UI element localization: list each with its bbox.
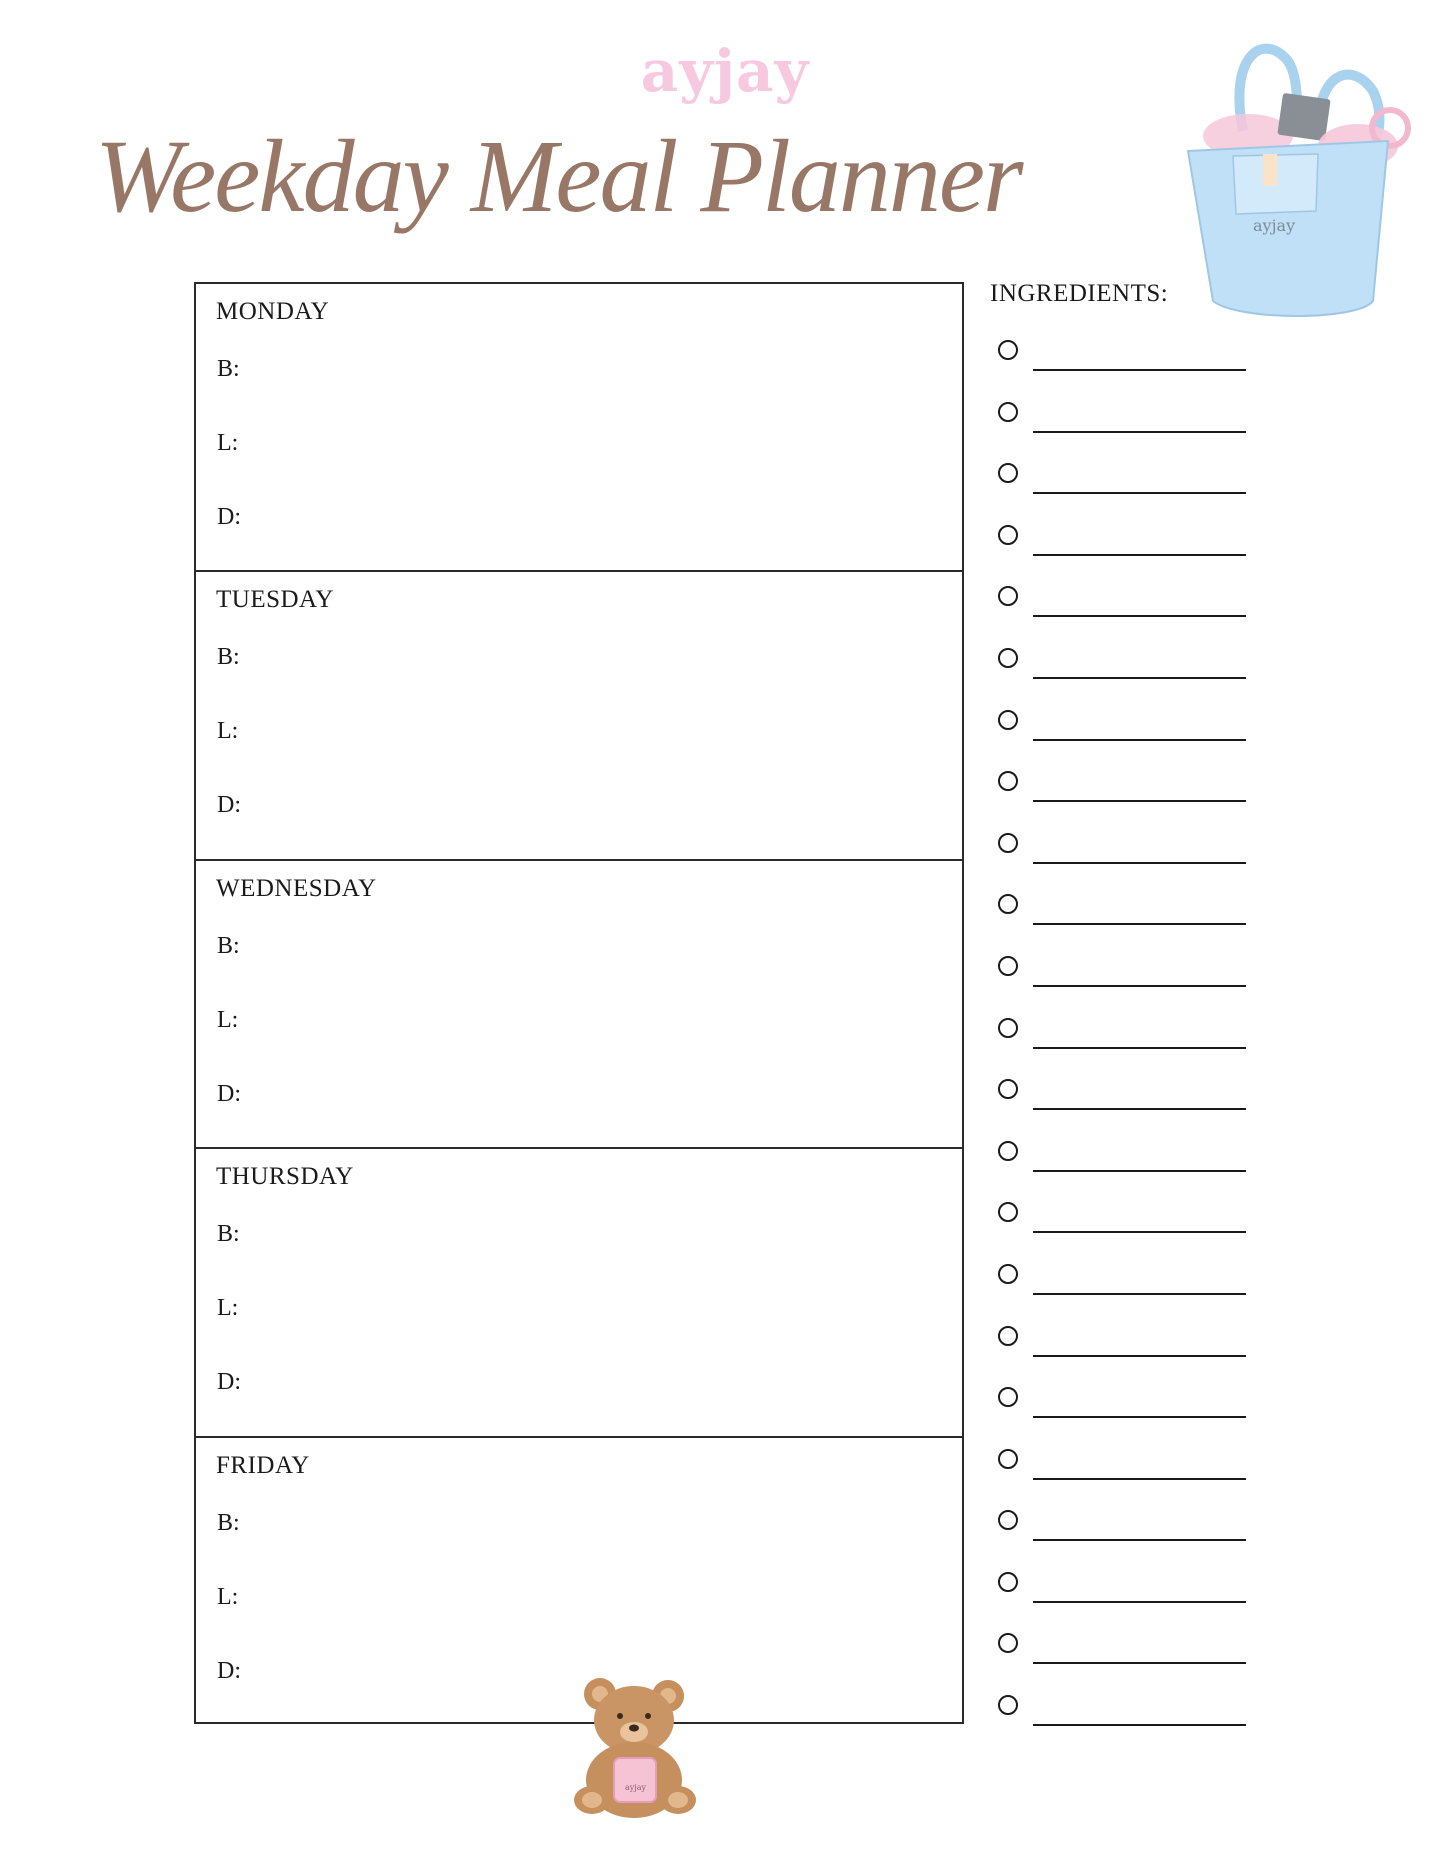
checkbox-circle-icon[interactable] — [998, 1326, 1018, 1346]
breakfast-label: B: — [217, 644, 240, 671]
ingredient-item — [998, 1264, 1248, 1326]
checkbox-circle-icon[interactable] — [998, 402, 1018, 422]
ingredient-item — [998, 1202, 1248, 1264]
day-name: THURSDAY — [216, 1163, 354, 1191]
day-name: FRIDAY — [216, 1451, 310, 1479]
ingredient-write-line[interactable] — [1033, 431, 1246, 433]
dinner-label: D: — [217, 504, 241, 530]
checkbox-circle-icon[interactable] — [998, 1510, 1018, 1530]
ingredient-item — [998, 340, 1248, 402]
breakfast-label: B: — [217, 356, 240, 382]
ingredient-write-line[interactable] — [1033, 1416, 1246, 1418]
day-section-monday — [196, 284, 962, 572]
ingredient-item — [998, 710, 1248, 772]
breakfast-label: B: — [217, 1221, 240, 1248]
ingredient-write-line[interactable] — [1033, 1539, 1246, 1541]
ingredient-item — [998, 1141, 1248, 1203]
ingredient-item — [998, 525, 1248, 587]
ingredient-item — [998, 648, 1248, 710]
checkbox-circle-icon[interactable] — [998, 648, 1018, 668]
checkbox-circle-icon[interactable] — [998, 833, 1018, 853]
ingredient-item — [998, 1572, 1248, 1634]
checkbox-circle-icon[interactable] — [998, 525, 1018, 545]
ingredient-item — [998, 1018, 1248, 1080]
ingredient-write-line[interactable] — [1033, 862, 1246, 864]
bear-brand-text: ayjay — [625, 1783, 647, 1792]
lunch-label: L: — [217, 718, 239, 745]
checkbox-circle-icon[interactable] — [998, 1141, 1018, 1161]
lunch-label: L: — [217, 1006, 239, 1033]
ingredient-write-line[interactable] — [1033, 615, 1246, 617]
ingredient-write-line[interactable] — [1033, 1478, 1246, 1480]
checkbox-circle-icon[interactable] — [998, 710, 1018, 730]
ingredient-item — [998, 894, 1248, 956]
day-name: MONDAY — [216, 298, 330, 325]
dinner-label: D: — [217, 1657, 241, 1684]
day-name: WEDNESDAY — [216, 874, 377, 902]
ingredients-checklist — [998, 340, 1248, 1757]
checkbox-circle-icon[interactable] — [998, 1387, 1018, 1407]
ingredient-item — [998, 1633, 1248, 1695]
checkbox-circle-icon[interactable] — [998, 1572, 1018, 1592]
day-section-thursday — [196, 1149, 962, 1437]
checkbox-circle-icon[interactable] — [998, 1633, 1018, 1653]
ingredient-write-line[interactable] — [1033, 1355, 1246, 1357]
breakfast-label: B: — [217, 932, 240, 959]
dinner-label: D: — [217, 1369, 241, 1396]
ingredient-item — [998, 1387, 1248, 1449]
day-section-tuesday — [196, 572, 962, 860]
teddy-bear-illustration — [570, 1672, 700, 1822]
dinner-label: D: — [217, 792, 241, 819]
ingredient-write-line[interactable] — [1033, 1724, 1246, 1726]
ingredient-item — [998, 1695, 1248, 1757]
ingredient-item — [998, 402, 1248, 464]
lunch-label: L: — [217, 1295, 239, 1322]
checkbox-circle-icon[interactable] — [998, 956, 1018, 976]
day-name: TUESDAY — [216, 586, 334, 614]
ingredient-write-line[interactable] — [1033, 1293, 1246, 1295]
checkbox-circle-icon[interactable] — [998, 1018, 1018, 1038]
checkbox-circle-icon[interactable] — [998, 1695, 1018, 1715]
ingredient-write-line[interactable] — [1033, 985, 1246, 987]
bag-brand-text: ayjay — [1253, 216, 1296, 235]
checkbox-circle-icon[interactable] — [998, 894, 1018, 914]
ingredient-write-line[interactable] — [1033, 923, 1246, 925]
ingredient-write-line[interactable] — [1033, 800, 1246, 802]
brand-logo: ayjay — [640, 37, 810, 105]
dinner-label: D: — [217, 1080, 241, 1107]
day-section-wednesday — [196, 861, 962, 1149]
lunch-label: L: — [217, 1583, 239, 1610]
weekday-planner-table — [194, 282, 964, 1724]
ingredient-write-line[interactable] — [1033, 369, 1246, 371]
lunch-label: L: — [217, 430, 239, 456]
ingredient-write-line[interactable] — [1033, 1231, 1246, 1233]
ingredient-write-line[interactable] — [1033, 677, 1246, 679]
ingredient-item — [998, 956, 1248, 1018]
checkbox-circle-icon[interactable] — [998, 1079, 1018, 1099]
ingredient-item — [998, 771, 1248, 833]
page-title: Weekday Meal Planner — [95, 119, 1022, 234]
checkbox-circle-icon[interactable] — [998, 771, 1018, 791]
ingredients-heading: INGREDIENTS: — [990, 280, 1169, 307]
ingredient-item — [998, 586, 1248, 648]
checkbox-circle-icon[interactable] — [998, 463, 1018, 483]
checkbox-circle-icon[interactable] — [998, 1264, 1018, 1284]
ingredient-write-line[interactable] — [1033, 1601, 1246, 1603]
ingredient-write-line[interactable] — [1033, 1170, 1246, 1172]
ingredient-item — [998, 1079, 1248, 1141]
ingredient-item — [998, 1326, 1248, 1388]
ingredient-item — [998, 833, 1248, 895]
ingredient-item — [998, 463, 1248, 525]
ingredient-write-line[interactable] — [1033, 1662, 1246, 1664]
ingredient-write-line[interactable] — [1033, 739, 1246, 741]
checkbox-circle-icon[interactable] — [998, 340, 1018, 360]
ingredient-write-line[interactable] — [1033, 1047, 1246, 1049]
ingredient-write-line[interactable] — [1033, 492, 1246, 494]
ingredient-item — [998, 1510, 1248, 1572]
ingredient-write-line[interactable] — [1033, 1108, 1246, 1110]
ingredient-item — [998, 1449, 1248, 1511]
checkbox-circle-icon[interactable] — [998, 586, 1018, 606]
tote-bag-illustration — [1168, 36, 1418, 336]
breakfast-label: B: — [217, 1509, 240, 1536]
checkbox-circle-icon[interactable] — [998, 1202, 1018, 1222]
checkbox-circle-icon[interactable] — [998, 1449, 1018, 1469]
ingredient-write-line[interactable] — [1033, 554, 1246, 556]
